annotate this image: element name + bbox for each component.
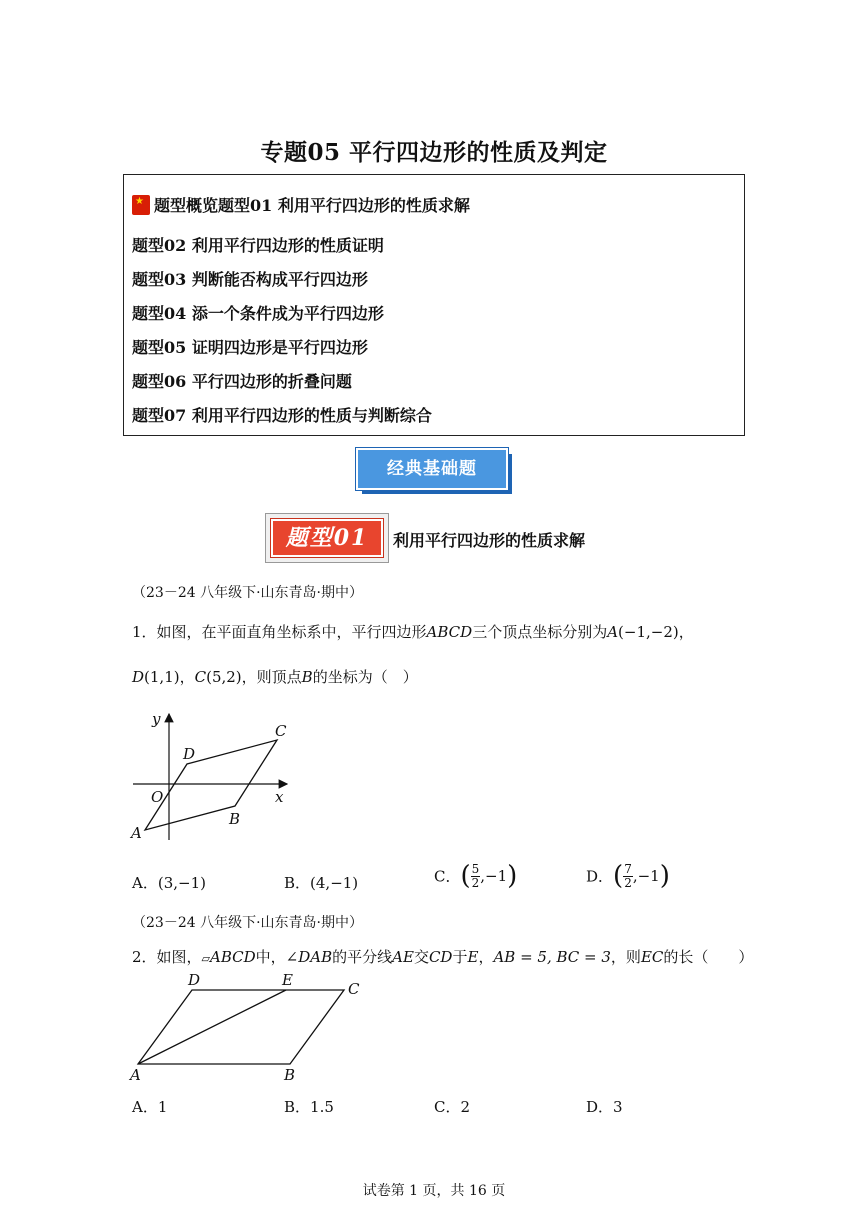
q2-source: （23－24 八年级下·山东青岛·期中）	[132, 915, 363, 931]
q1-comma2: ，	[179, 668, 195, 686]
q2-option-a-label: A．	[132, 1098, 158, 1116]
q2-label-d: D	[188, 971, 201, 989]
topic-badge	[265, 513, 389, 563]
label-d: D	[183, 745, 196, 763]
label-a: A	[131, 824, 142, 842]
q1-coord-a: (−1,−2)	[618, 623, 679, 641]
parallelogram-abcd	[145, 740, 277, 830]
q1-option-c-fraction	[471, 863, 481, 890]
q2-option-a-value: 1	[157, 1098, 168, 1116]
q1-point-c: C	[194, 668, 207, 686]
page-title: 专题05 平行四边形的性质及判定	[260, 139, 608, 166]
book-icon	[132, 195, 150, 215]
q2-option-d	[586, 1096, 623, 1117]
q1-option-c-tail: ,−1	[480, 867, 508, 885]
q2-given: AB = 5, BC = 3	[493, 948, 611, 966]
q1-point-b: B	[301, 668, 313, 686]
q1-option-c-den: 2	[471, 875, 480, 890]
q2-text-pre: 2．如图，	[132, 948, 202, 966]
section-banner	[356, 448, 512, 494]
banner-label: 经典基础题	[356, 448, 508, 490]
q2-option-c	[434, 1096, 470, 1117]
q1-text-mid2: ，则顶点	[241, 668, 302, 686]
q2-point-e: E	[467, 948, 479, 966]
q2-mid4: ，	[478, 948, 494, 966]
bisector-ae	[138, 990, 286, 1064]
q2-option-b	[284, 1096, 334, 1117]
q1-text-end: 的坐标为（ ）	[312, 668, 418, 686]
q2-option-c-value: 2	[460, 1098, 471, 1116]
label-c: C	[275, 722, 287, 740]
q1-coordinate-figure	[125, 706, 305, 846]
q1-point-a: A	[607, 623, 619, 641]
toc-header-text: 题型概览题型01 利用平行四边形的性质求解	[154, 196, 470, 215]
q2-mid3: 于	[452, 948, 468, 966]
q1-option-d-num: 7	[624, 861, 632, 876]
q1-option-d-fraction	[623, 863, 633, 890]
q1-point-d: D	[132, 668, 145, 686]
q1-option-b	[284, 872, 358, 893]
q1-option-b-value: (4,−1)	[310, 874, 359, 892]
q2-label-a: A	[130, 1066, 141, 1084]
toc-item-05: 题型05 证明四边形是平行四边形	[132, 338, 368, 357]
q1-option-d-label: D．	[586, 867, 614, 886]
q1-text-pre: 1．如图，在平面直角坐标系中，平行四边形	[132, 623, 427, 641]
q1-option-b-label: B．	[284, 874, 311, 892]
q2-shape: ABCD	[210, 948, 256, 966]
toc-item-07: 题型07 利用平行四边形的性质与判断综合	[132, 406, 432, 425]
q2-option-b-label: B．	[284, 1098, 311, 1116]
q2-in: 中，	[255, 948, 286, 966]
label-o: O	[151, 788, 164, 806]
q2-label-e: E	[282, 971, 293, 989]
label-x: x	[275, 788, 284, 806]
q2-label-b: B	[284, 1066, 296, 1084]
q1-option-c: C．( $\frac{5}{2}$ ,−1)	[434, 861, 518, 891]
q2-para-symbol: ▱	[201, 952, 211, 965]
toc-item-06: 题型06 平行四边形的折叠问题	[132, 372, 352, 391]
toc-item-04: 题型04 添一个条件成为平行四边形	[132, 304, 384, 323]
q2-label-c: C	[348, 980, 360, 998]
q2-option-a	[132, 1096, 167, 1117]
toc-header	[132, 193, 470, 216]
topic-title: 利用平行四边形的性质求解	[393, 531, 586, 550]
q2-end: 的长（ ）	[663, 948, 754, 966]
q1-option-d-den: 2	[624, 875, 632, 890]
q2-option-d-value: 3	[613, 1098, 623, 1116]
q1-option-a	[132, 872, 206, 893]
label-y: y	[152, 710, 161, 728]
q1-option-a-label: A．	[132, 874, 158, 892]
toc-item-02: 题型02 利用平行四边形的性质证明	[132, 236, 384, 255]
q1-option-d: D．( $\frac{7}{2}$ ,−1)	[586, 861, 670, 891]
page-footer: 试卷第 1 页，共 16 页	[362, 1183, 506, 1199]
q1-source: （23－24 八年级下·山东青岛·期中）	[132, 585, 363, 601]
q2-angle: ∠DAB	[285, 948, 333, 966]
q1-option-d-tail: ,−1	[632, 867, 660, 885]
toc-box	[123, 174, 745, 436]
q2-option-d-label: D．	[586, 1098, 614, 1116]
q2-option-c-label: C．	[434, 1098, 461, 1116]
q1-comma1: ，	[678, 623, 694, 641]
q2-mid2: 交	[413, 948, 429, 966]
q2-parallelogram-figure	[126, 970, 366, 1084]
q1-coord-c: (5,2)	[206, 668, 242, 686]
q1-shape: ABCD	[426, 623, 473, 641]
q2-line	[132, 946, 753, 967]
q1-line2	[132, 666, 418, 687]
q1-option-c-label: C．	[434, 867, 461, 886]
q2-seg-ec: EC	[640, 948, 664, 966]
label-b: B	[229, 810, 241, 828]
q2-option-b-value: 1.5	[310, 1098, 334, 1116]
topic-badge-label: 题型01	[271, 519, 383, 557]
q2-seg-ae: AE	[392, 948, 414, 966]
q1-coord-d: (1,1)	[144, 668, 180, 686]
q2-seg-cd: CD	[428, 948, 453, 966]
q1-option-c-num: 5	[471, 861, 480, 876]
toc-item-03: 题型03 判断能否构成平行四边形	[132, 270, 368, 289]
q1-option-a-value: (3,−1)	[157, 874, 206, 892]
parallelogram-abcd-q2	[138, 990, 344, 1064]
q1-line1	[132, 621, 694, 642]
q2-mid1: 的平分线	[332, 948, 393, 966]
q1-text-mid: 三个顶点坐标分别为	[472, 623, 608, 641]
q2-mid5: ，则	[610, 948, 641, 966]
